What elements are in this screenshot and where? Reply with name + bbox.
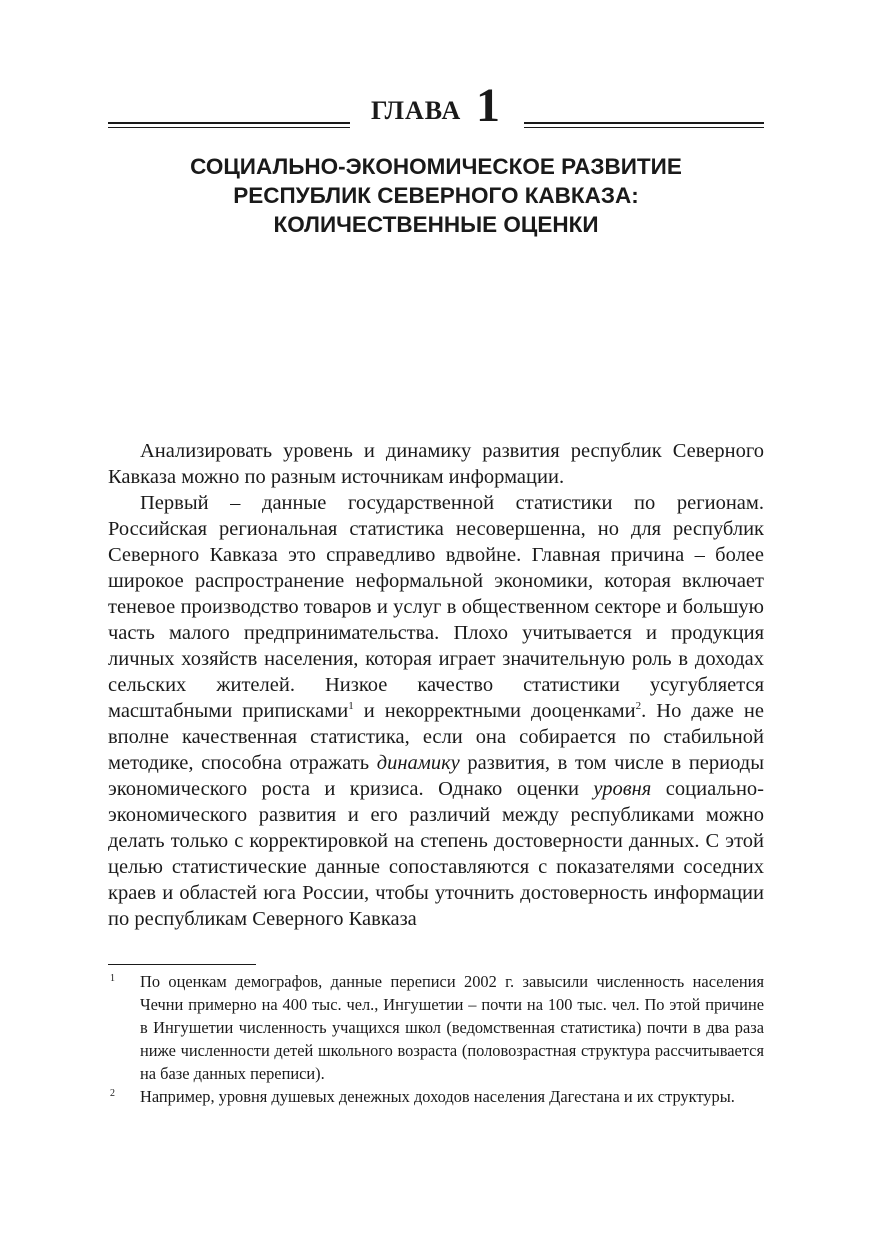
chapter-rule-right: [524, 122, 764, 124]
footnote-ref-2: 2: [635, 700, 642, 712]
footnote-2: [108, 1085, 764, 1108]
footnote-1: [108, 970, 764, 1085]
paragraph-2-text-e: социально-экономического развития и его различий между республиками можно делать только с корректировкой на степень достоверности данных. С этой целью статистические данные сопоставляются с показателями соседних краев и областей юга России, чтобы уточнить достоверность информации по республикам Северного Кавказа: [108, 778, 764, 930]
emphasis-level: уровня: [593, 778, 652, 800]
chapter-title-line: КОЛИЧЕСТВЕННЫЕ ОЦЕНКИ: [273, 212, 599, 237]
footnote-text: По оценкам демографов, данные переписи 2002 г. завысили численность населения Чечни примерно на 400 тыс. чел., Ингушетии – почти на 100 тыс. чел. По этой причине в Ингушетии численность учащихся школ (ведомственная статистика) почти в два раза ниже численности детей школьного возраста (половозрастная структура рассчитывается на базе данных переписи).: [140, 972, 764, 1083]
chapter-label: ГЛАВА: [371, 96, 462, 125]
paragraph-2: [108, 490, 764, 932]
chapter-title: [108, 152, 764, 239]
paragraph-1: Анализировать уровень и динамику развития республик Северного Кавказа можно по разным источникам информации.: [108, 440, 764, 488]
emphasis-dynamics: динамику: [376, 752, 460, 774]
footnotes: [108, 970, 764, 1108]
footnote-ref-1: 1: [348, 700, 354, 712]
chapter-title-line: СОЦИАЛЬНО-ЭКОНОМИЧЕСКОЕ РАЗВИТИЕ: [190, 154, 682, 179]
body-text: [108, 438, 764, 932]
chapter-title-line: РЕСПУБЛИК СЕВЕРНОГО КАВКАЗА:: [233, 183, 639, 208]
footnote-marker: 1: [110, 973, 115, 984]
paragraph-2-text-d: развития, в том числе в периоды экономического роста и кризиса. Однако оценки: [108, 752, 764, 800]
paragraph-2-text-b: и некорректными дооценками: [353, 700, 636, 722]
chapter-rule-left: [108, 122, 350, 124]
paragraph-2-text-c: . Но даже не вполне качественная статистика, если она собирается по стабильной методике, способна отражать: [108, 700, 764, 774]
footnote-marker: 2: [110, 1088, 115, 1099]
footnote-separator: [108, 964, 256, 965]
paragraph-2-text-a: Первый – данные государственной статистики по регионам. Российская региональная статистика несовершенна, но для республик Северного Кавказа это справедливо вдвойне. Главная причина – более широкое распространение неформальной экономики, которая включает теневое производство товаров и услуг в общественном секторе и большую часть малого предпринимательства. Плохо учитывается и продукция личных хозяйств населения, которая играет значительную роль в доходах сельских жителей. Низкое качество статистики усугубляется масштабными приписками: [108, 492, 764, 722]
chapter-heading: [108, 79, 764, 132]
footnote-text: Например, уровня душевых денежных доходов населения Дагестана и их структуры.: [140, 1087, 735, 1106]
chapter-number: 1: [476, 79, 500, 132]
